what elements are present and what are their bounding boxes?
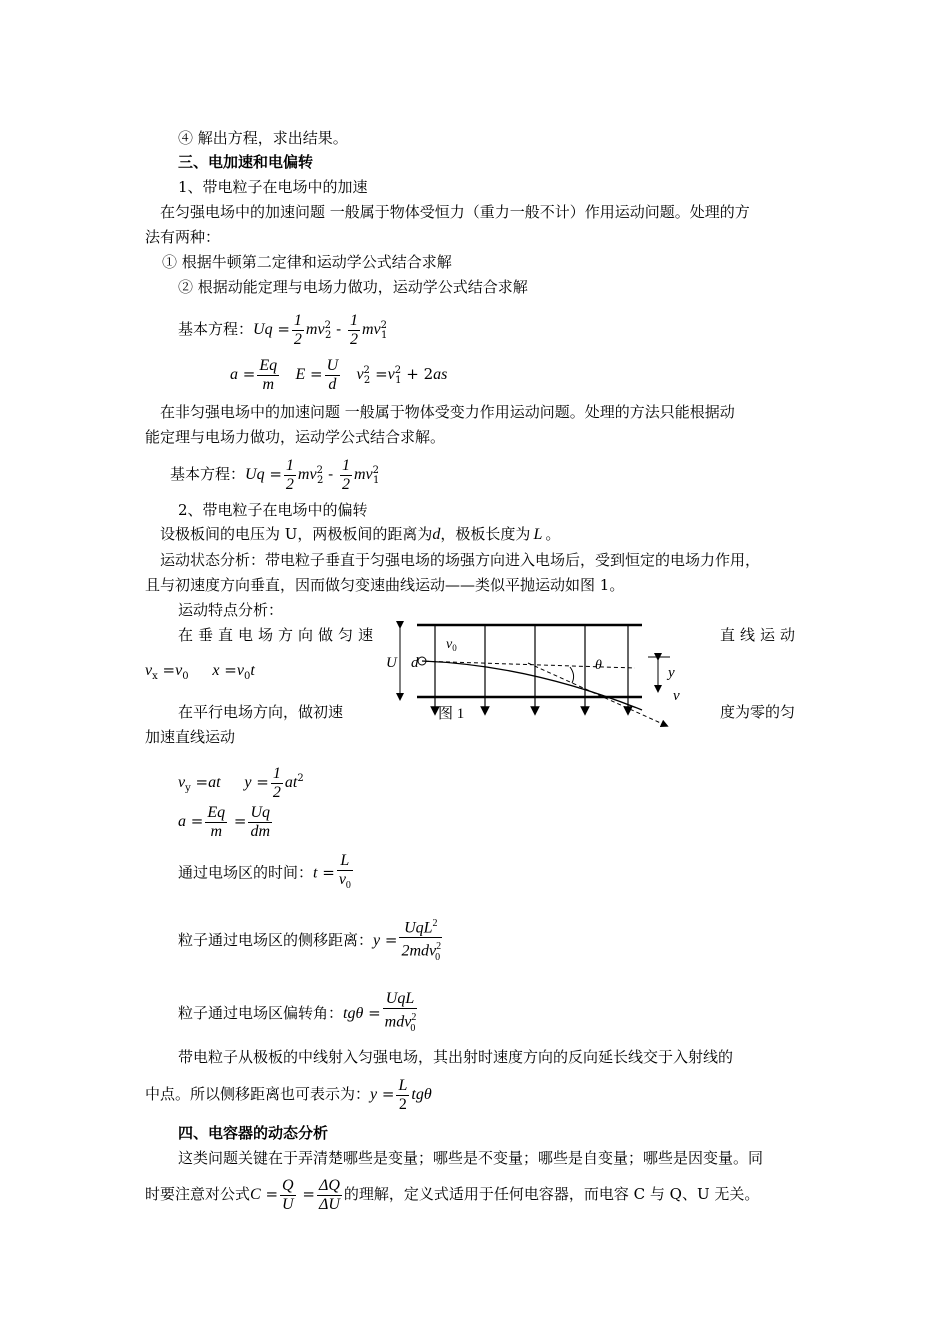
parallel-text-right: 度为零的匀 [720,703,796,721]
trajectory [422,661,642,710]
capacitor-paragraph-line2: 时要注意对公式C = $\frac{Q}{U}$ = $\frac{\Delta Q}{\Delta U}$ 的理解，定义式适用于任何电容器，而电容 C 与 Q、U 无关。 [145,1176,760,1213]
label-theta: θ [595,658,602,673]
motion-paragraph-line2: 且与初速度方向垂直，因而做匀变速曲线运动——类似平抛运动如图 1。 [145,576,625,594]
subsection-2-heading: 2、带电粒子在电场中的偏转 [178,501,368,519]
midpoint-paragraph-line1: 带电粒子从极板的中线射入匀强电场，其出射时速度方向的反向延长线交于入射线的 [178,1048,734,1066]
section-4-heading: 四、电容器的动态分析 [178,1124,329,1142]
midpoint-paragraph-line2: 中点。所以侧移距离也可表示为：y = $\frac{L}{2}$ tgθ [145,1076,432,1113]
uniform-paragraph-line1: 在匀强电场中的加速问题 一般属于物体受恒力（重力一般不计）作用运动问题。处理的方 [160,203,750,221]
basic-equation-label: 基本方程： [178,320,254,338]
section-3-heading: 三、电加速和电偏转 [178,153,314,171]
method-1: ① 根据牛顿第二定律和运动学公式结合求解 [162,253,452,271]
label-v0: $v_0$ [446,637,457,653]
nonuniform-paragraph-line1: 在非匀强电场中的加速问题 一般属于物体受变力作用运动问题。处理的方法只能根据动 [160,403,735,421]
acceleration-field-equation: a = $\frac{Eq}{m}$ = $\frac{Uq}{dm}$ [178,803,271,840]
parallel-text-left: 在平行电场方向，做初速 [178,703,344,721]
label-d: d [411,655,419,671]
nonuniform-paragraph-line2: 能定理与电场力做功，运动学公式结合求解。 [145,428,446,446]
acceleration-equations: a = $\frac{Eq}{m}$ E = $\frac{U}{d}$ $v^2_2 =v^2_1 + 2as$ [230,356,448,393]
uniform-paragraph-line2: 法有两种： [145,228,221,246]
deflection-angle-equation: 粒子通过电场区偏转角：tgθ = $\frac{\text{UqL}}{mdv^2_0}$ [178,990,417,1034]
feature-analysis-heading: 运动特点分析： [178,601,284,619]
setup-line: 设极板间的电压为 U，两极板间的距离为d，极板长度为 L 。 [160,525,561,543]
theta-arc [570,667,574,683]
basic-equation-label-2: 基本方程： [170,465,246,483]
label-U: U [386,655,397,671]
symbol-L: L [533,526,543,543]
uniform-velocity-equations: $v_x =v_0$ $x =v_0t$ [145,661,255,682]
symbol-d: d [432,526,441,543]
label-y: y [668,665,675,681]
basic-equation-2: 基本方程：Uq = $\frac{1}{2}$ $mv^2_2$ - $\frac{1}{2}$ $mv^2_1$ [170,456,380,493]
figure-caption: 图 1 [438,706,465,722]
entry-line [418,661,635,668]
displacement-equation: 粒子通过电场区的侧移距离：y = $\frac{UqL^2}{2mdv^2_0}$ [178,915,444,967]
label-v: v [673,688,680,704]
method-2: ② 根据动能定理与电场力做功，运动学公式结合求解 [178,278,528,296]
time-equation: 通过电场区的时间：t = $\frac{L}{v_0}$ [178,852,351,892]
subsection-1-heading: 1、带电粒子在电场中的加速 [178,178,368,196]
step-4: ④ 解出方程，求出结果。 [178,129,348,147]
motion-paragraph-line1: 运动状态分析：带电粒子垂直于匀强电场的场强方向进入电场后，受到恒定的电场力作用， [160,551,761,569]
perpendicular-text-left: 在垂直电场方向做匀速 [178,626,379,644]
basic-equation-1: 基本方程：Uq = $\frac{1}{2}$ $mv^2_2$ - $\frac{1}{2}$ $mv^2_1$ [178,311,388,348]
capacitor-paragraph-line1: 这类问题关键在于弄清楚哪些是变量；哪些是不变量；哪些是自变量；哪些是因变量。同 [178,1149,764,1167]
vy-equations: $v_y =at$ y = $\frac{1}{2}$ $at^2$ [178,764,304,801]
perpendicular-text-right: 直线运动 [720,626,801,644]
parallel-text-line2: 加速直线运动 [145,728,236,746]
deflection-figure [380,615,680,730]
